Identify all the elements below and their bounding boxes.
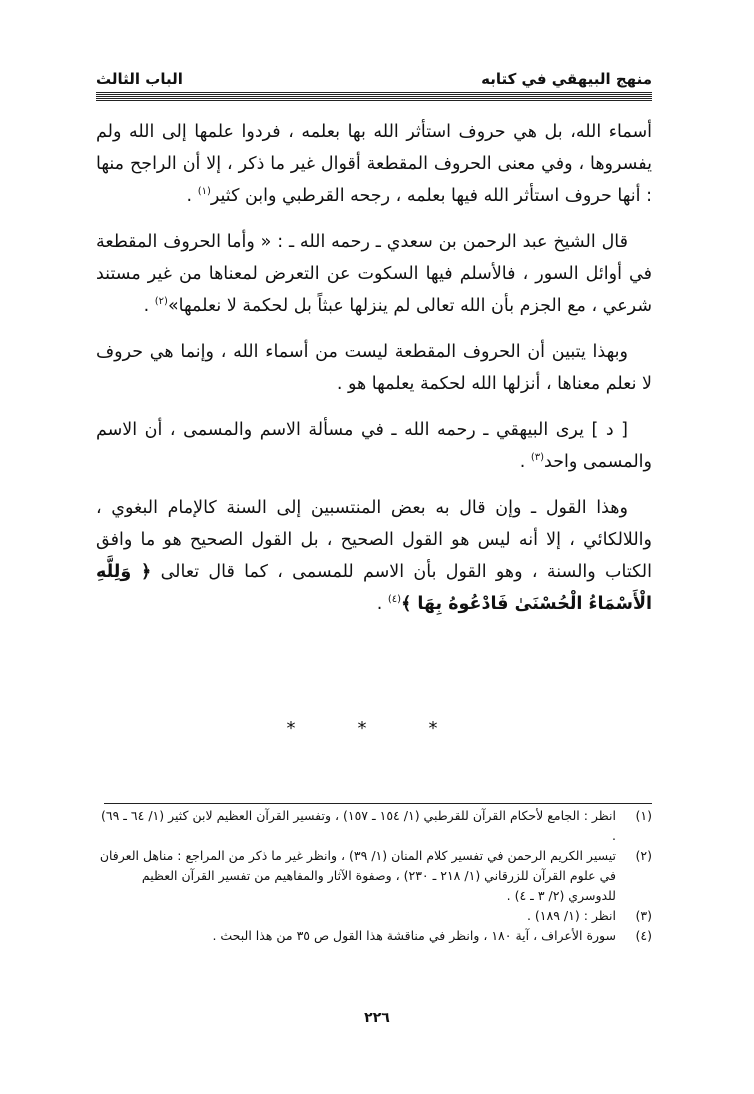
section-separator — [0, 718, 754, 739]
paragraph-text: وهذا القول ـ وإن قال به بعض المنتسبين إلى السنة كالإمام البغوي ، واللالكائي ، إلا أنه ليس هو القول الصحيح ، بل القول الصحيح هو ما وافق الكتاب والسنة ، وهو القول بأن الاسم للمسمى ، كما قال تعالى — [96, 498, 652, 582]
paragraph — [96, 116, 652, 212]
paragraph-tail: . — [376, 594, 388, 614]
separator-star: * — [428, 718, 468, 739]
footnote-ref[interactable]: (٣) — [530, 452, 545, 464]
footnote-text: انظر : (١/ ١٨٩) . — [526, 908, 616, 923]
paragraph — [96, 414, 652, 478]
paragraph — [96, 492, 652, 620]
footnote-rule — [104, 803, 652, 804]
quran-verse: ﴿ وَلِلَّهِ الْأَسْمَاءُ الْحُسْنَىٰ فَادْعُوهُ بِهَا ﴾ — [96, 562, 652, 614]
footnote-ref[interactable]: (١) — [197, 186, 211, 198]
footnotes — [96, 806, 652, 946]
paragraph — [96, 336, 652, 400]
paragraph-tail: . — [186, 186, 198, 206]
footnote — [96, 846, 652, 906]
footnote-text: انظر : الجامع لأحكام القرآن للقرطبي (١/ ١٥٤ ـ ١٥٧) ، وتفسير القرآن العظيم لابن كثير (١/ ٦٤ ـ ٦٩) . — [100, 808, 616, 843]
footnote — [96, 926, 652, 946]
paragraph-text: [ د ] يرى البيهقي ـ رحمه الله ـ في مسألة الاسم والمسمى ، أن الاسم والمسمى واحد — [96, 420, 652, 472]
book-title: منهج البيهقي في كتابه — [481, 70, 652, 88]
paragraph-text: وبهذا يتبين أن الحروف المقطعة ليست من أسماء الله ، وإنما هي حروف لا نعلم معناها ، أنزلها الله لحكمة يعلمها هو . — [96, 342, 652, 394]
paragraph — [96, 226, 652, 322]
footnote-number: (٣) — [635, 908, 652, 923]
paragraph-tail: . — [143, 296, 155, 316]
footnote-number: (٤) — [635, 928, 652, 943]
main-text — [96, 116, 652, 634]
footnote — [96, 806, 652, 846]
separator-star: * — [286, 718, 326, 739]
footnote — [96, 906, 652, 926]
footnote-number: (٢) — [635, 848, 652, 863]
footnote-ref[interactable]: (٤) — [387, 594, 402, 606]
footnote-text: سورة الأعراف ، آية ١٨٠ ، وانظر في مناقشة هذا القول ص ٣٥ من هذا البحث . — [212, 928, 616, 943]
paragraph-tail: . — [519, 452, 531, 472]
footnote-number: (١) — [635, 808, 652, 823]
header-rule — [96, 92, 652, 102]
chapter-title: الباب الثالث — [96, 70, 183, 88]
footnote-text: تيسير الكريم الرحمن في تفسير كلام المنان (١/ ٣٩) ، وانظر غير ما ذكر من المراجع : مناهل العرفان في علوم القرآن للزرقاني (١/ ٢١٨ ـ ٢٣٠) ، وصفوة الآثار والمفاهيم من تفسير القرآن العظيم للدوسري (٢/ ٣ ـ ٤) . — [99, 848, 616, 903]
footnote-ref[interactable]: (٢) — [154, 296, 168, 308]
separator-star: * — [357, 718, 397, 739]
running-header — [96, 64, 652, 92]
paragraph-text: أسماء الله، بل هي حروف استأثر الله بها بعلمه ، فردوا علمها إلى الله ولم يفسروها ، وفي معنى الحروف المقطعة أقوال غير ما ذكر ، إلا أن الراجح منها : أنها حروف استأثر الله فيها بعلمه ، رجحه القرطبي وابن كثير — [96, 122, 652, 206]
paragraph-text: قال الشيخ عبد الرحمن بن سعدي ـ رحمه الله ـ : « وأما الحروف المقطعة في أوائل السور ، فالأسلم فيها السكوت عن التعرض لمعناها من غير مستند شرعي ، مع الجزم بأن الله تعالى لم ينزلها عبثاً بل لحكمة لا نعلمها» — [96, 232, 652, 316]
page-number: ٢٢٦ — [364, 1010, 390, 1026]
